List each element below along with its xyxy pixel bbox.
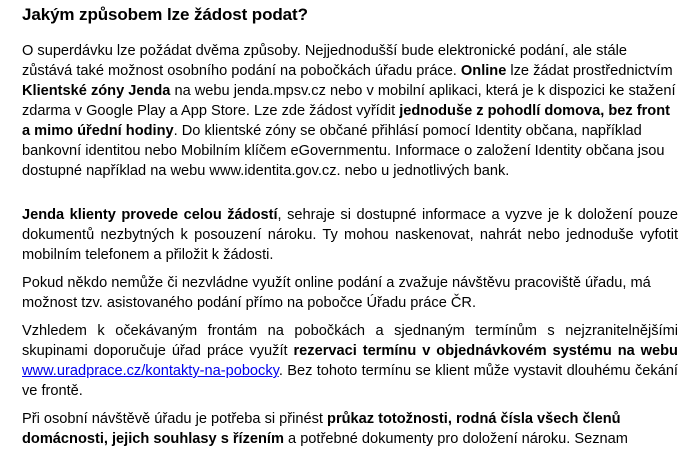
paragraph-personal-visit [22, 409, 678, 449]
branch-contacts-link[interactable]: www.uradprace.cz/kontakty-na-pobocky [22, 363, 279, 379]
section-heading: Jakým způsobem lze žádost podat? [22, 5, 308, 24]
p1-bold-online: Online [460, 63, 507, 79]
p5-bold-documents: průkaz totožnosti, rodná čísla všech členů domácnosti, jejich souhlasy s řízením [22, 411, 621, 447]
document-page [22, 4, 678, 449]
p4-bold-reservation: rezervaci termínu v objednávkovém systému na webu [293, 343, 678, 359]
paragraph-assisted-submission [22, 273, 678, 313]
p4-text-3: . Bez tohoto termínu se klient může vystavit dlouhému čekání ve frontě. [22, 363, 678, 399]
p1-text-2: lze žádat prostřednictvím [506, 63, 673, 79]
p2-bold-jenda-guide: Jenda klienty provede celou žádostí [22, 207, 278, 223]
p5-text-1: Při osobní návštěvě úřadu je potřeba si přinést [22, 411, 328, 427]
p1-text-4: . Do klientské zóny se občané přihlásí pomocí Identity občana, například bankovní identitou nebo Mobilním klíčem eGovernmentu. Informace o založení Identity občana jsou dostupné například na webu www.identita.gov.cz. nebo u jednotlivých bank. [22, 123, 665, 179]
paragraph-jenda-guide [22, 205, 678, 265]
paragraph-submission-methods [22, 41, 678, 181]
p2-text-1: , sehraje si dostupné informace a vyzve je k doložení pouze dokumentů nezbytných k posouzení nároku. Ty mohou naskenovat, nahrát nebo jednoduše vyfotit mobilním telefonem a přiložit k žádosti. [22, 207, 678, 263]
p1-bold-jenda-zone: Klientské zóny Jenda [22, 83, 171, 99]
p4-text-1: Vzhledem k očekávaným frontám na pobočkách a sjednaným termínům s nejzranitelnějšími skupinami doporučuje úřad práce využít [22, 323, 678, 359]
p3-text-1: Pokud někdo nemůže či nezvládne využít online podání [22, 275, 387, 291]
paragraph-reservation [22, 321, 678, 401]
p1-text-1: O superdávku lze požádat dvěma způsoby. Nejjednodušší bude elektronické podání, ale stále zůstává také možnost osobního podání na pobočkách úřadu práce. [22, 43, 627, 79]
p1-text-3: na webu jenda.mpsv.cz nebo v mobilní aplikaci, která je k dispozici ke stažení zdarma v Google Play a App Store. Lze zde žádost vyřídit [22, 83, 676, 119]
p1-bold-from-home: jednoduše z pohodlí domova, bez front a mimo úřední hodiny [22, 103, 670, 139]
p3-text-2: a zvažuje návštěvu pracoviště úřadu, má možnost tzv. asistovaného podání přímo na pobočce Úřadu práce ČR. [22, 275, 651, 311]
p5-text-2: a potřebné dokumenty pro doložení nároku. Seznam [283, 431, 628, 447]
